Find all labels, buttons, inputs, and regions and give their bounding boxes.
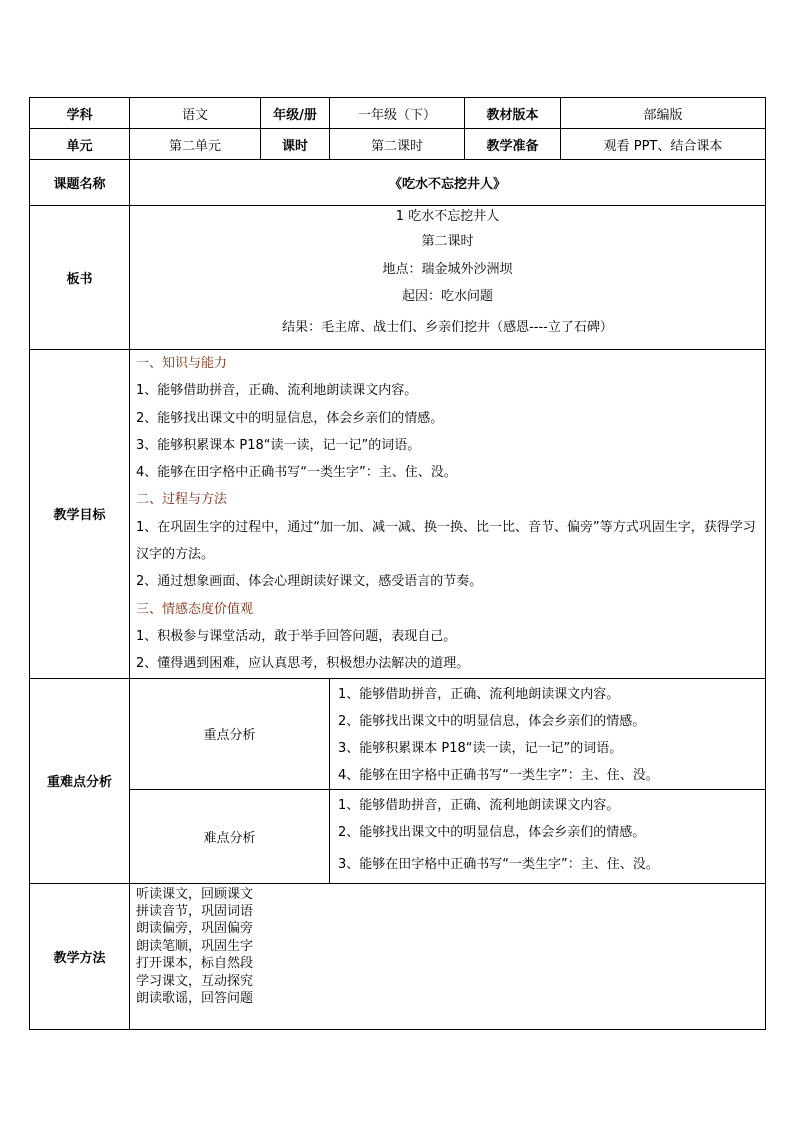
period-label: 课时 (261, 129, 330, 160)
goal-item: 4、能够在田字格中正确书写“一类生字”：主、住、没。 (136, 465, 457, 481)
lesson-title-label: 课题名称 (30, 160, 130, 206)
board-line: 1 吃水不忘挖井人 (395, 209, 500, 224)
difficult-points-label: 难点分析 (130, 789, 330, 883)
difficult-points-row (30, 789, 766, 883)
key-point-item: 3、能够积累课本 P18“读一读，记一记”的词语。 (338, 740, 623, 756)
period-value: 第二课时 (330, 129, 465, 160)
key-points-label: 重点分析 (130, 678, 330, 789)
method-item: 听读课文，回顾课文 (136, 886, 254, 902)
goal-item: 2、懂得遇到困难，应认真思考，积极想办法解决的道理。 (136, 656, 470, 672)
key-points-content (330, 678, 766, 789)
goals-section-heading: 三、情感态度价值观 (136, 601, 254, 617)
lesson-title: 《吃水不忘挖井人》 (130, 160, 766, 206)
unit-value: 第二单元 (130, 129, 261, 160)
edition-label: 教材版本 (465, 98, 561, 129)
method-item: 朗读笔顺，巩固生字 (136, 938, 254, 954)
board-row (30, 206, 766, 350)
prep-label: 教学准备 (465, 129, 561, 160)
method-item: 拼读音节，巩固词语 (136, 903, 254, 919)
methods-row (30, 883, 766, 1029)
board-line: 起因：吃水问题 (401, 289, 493, 304)
lesson-plan-table (29, 97, 766, 1030)
grade-label: 年级/册 (261, 98, 330, 129)
goals-label: 教学目标 (30, 350, 130, 679)
method-item: 打开课本，标自然段 (136, 956, 254, 972)
method-item: 学习课文，互动探究 (136, 973, 254, 989)
board-line: 地点：瑞金城外沙洲坝 (382, 261, 513, 277)
grade-value: 一年级（下） (330, 98, 465, 129)
board-content (130, 206, 766, 350)
goal-item: 2、能够找出课文中的明显信息，体会乡亲们的情感。 (136, 410, 444, 426)
goal-item: 3、能够积累课本 P18“读一读，记一记”的词语。 (136, 437, 421, 453)
unit-label: 单元 (30, 129, 130, 160)
subject-value: 语文 (130, 98, 261, 129)
prep-value: 观看 PPT、结合课本 (561, 129, 766, 160)
goals-content (130, 350, 766, 679)
goals-section-heading: 二、过程与方法 (136, 492, 228, 508)
method-item: 朗读偏旁，巩固偏旁 (136, 921, 254, 937)
method-item: 朗读歌谣，回答问题 (136, 991, 254, 1006)
key-points-row (30, 678, 766, 789)
goal-item: 1、在巩固生字的过程中，通过“加一加、减一减、换一换、比一比、音节、偏旁”等方式巩固生字，获得学习汉字的方法。 (136, 519, 756, 563)
board-line: 第二课时 (421, 234, 474, 249)
board-label: 板书 (30, 206, 130, 350)
difficult-points-content (330, 789, 766, 883)
methods-content (130, 883, 766, 1029)
goals-section-heading: 一、知识与能力 (136, 356, 228, 371)
header-row-2 (30, 129, 766, 160)
goal-item: 1、能够借助拼音，正确、流利地朗读课文内容。 (136, 383, 418, 399)
goal-item: 1、积极参与课堂活动，敢于举手回答问题，表现自己。 (136, 628, 457, 644)
header-row-1 (30, 98, 766, 129)
subject-label: 学科 (30, 98, 130, 129)
difficult-point-item: 3、能够在田字格中正确书写“一类生字”：主、住、没。 (338, 856, 659, 872)
lesson-title-row (30, 160, 766, 206)
board-line: 结果：毛主席、战士们、乡亲们挖井（感恩----立了石碑） (282, 319, 613, 335)
key-point-item: 2、能够找出课文中的明显信息，体会乡亲们的情感。 (338, 713, 646, 729)
methods-label: 教学方法 (30, 883, 130, 1029)
key-point-item: 1、能够借助拼音，正确、流利地朗读课文内容。 (338, 686, 620, 702)
difficult-point-item: 2、能够找出课文中的明显信息，体会乡亲们的情感。 (338, 824, 646, 840)
analysis-label: 重难点分析 (30, 678, 130, 883)
edition-value: 部编版 (561, 98, 766, 129)
goal-item: 2、通过想象画面、体会心理朗读好课文，感受语言的节奏。 (136, 574, 483, 590)
key-point-item: 4、能够在田字格中正确书写“一类生字”：主、住、没。 (338, 767, 659, 783)
goals-row (30, 350, 766, 679)
difficult-point-item: 1、能够借助拼音，正确、流利地朗读课文内容。 (338, 797, 620, 813)
